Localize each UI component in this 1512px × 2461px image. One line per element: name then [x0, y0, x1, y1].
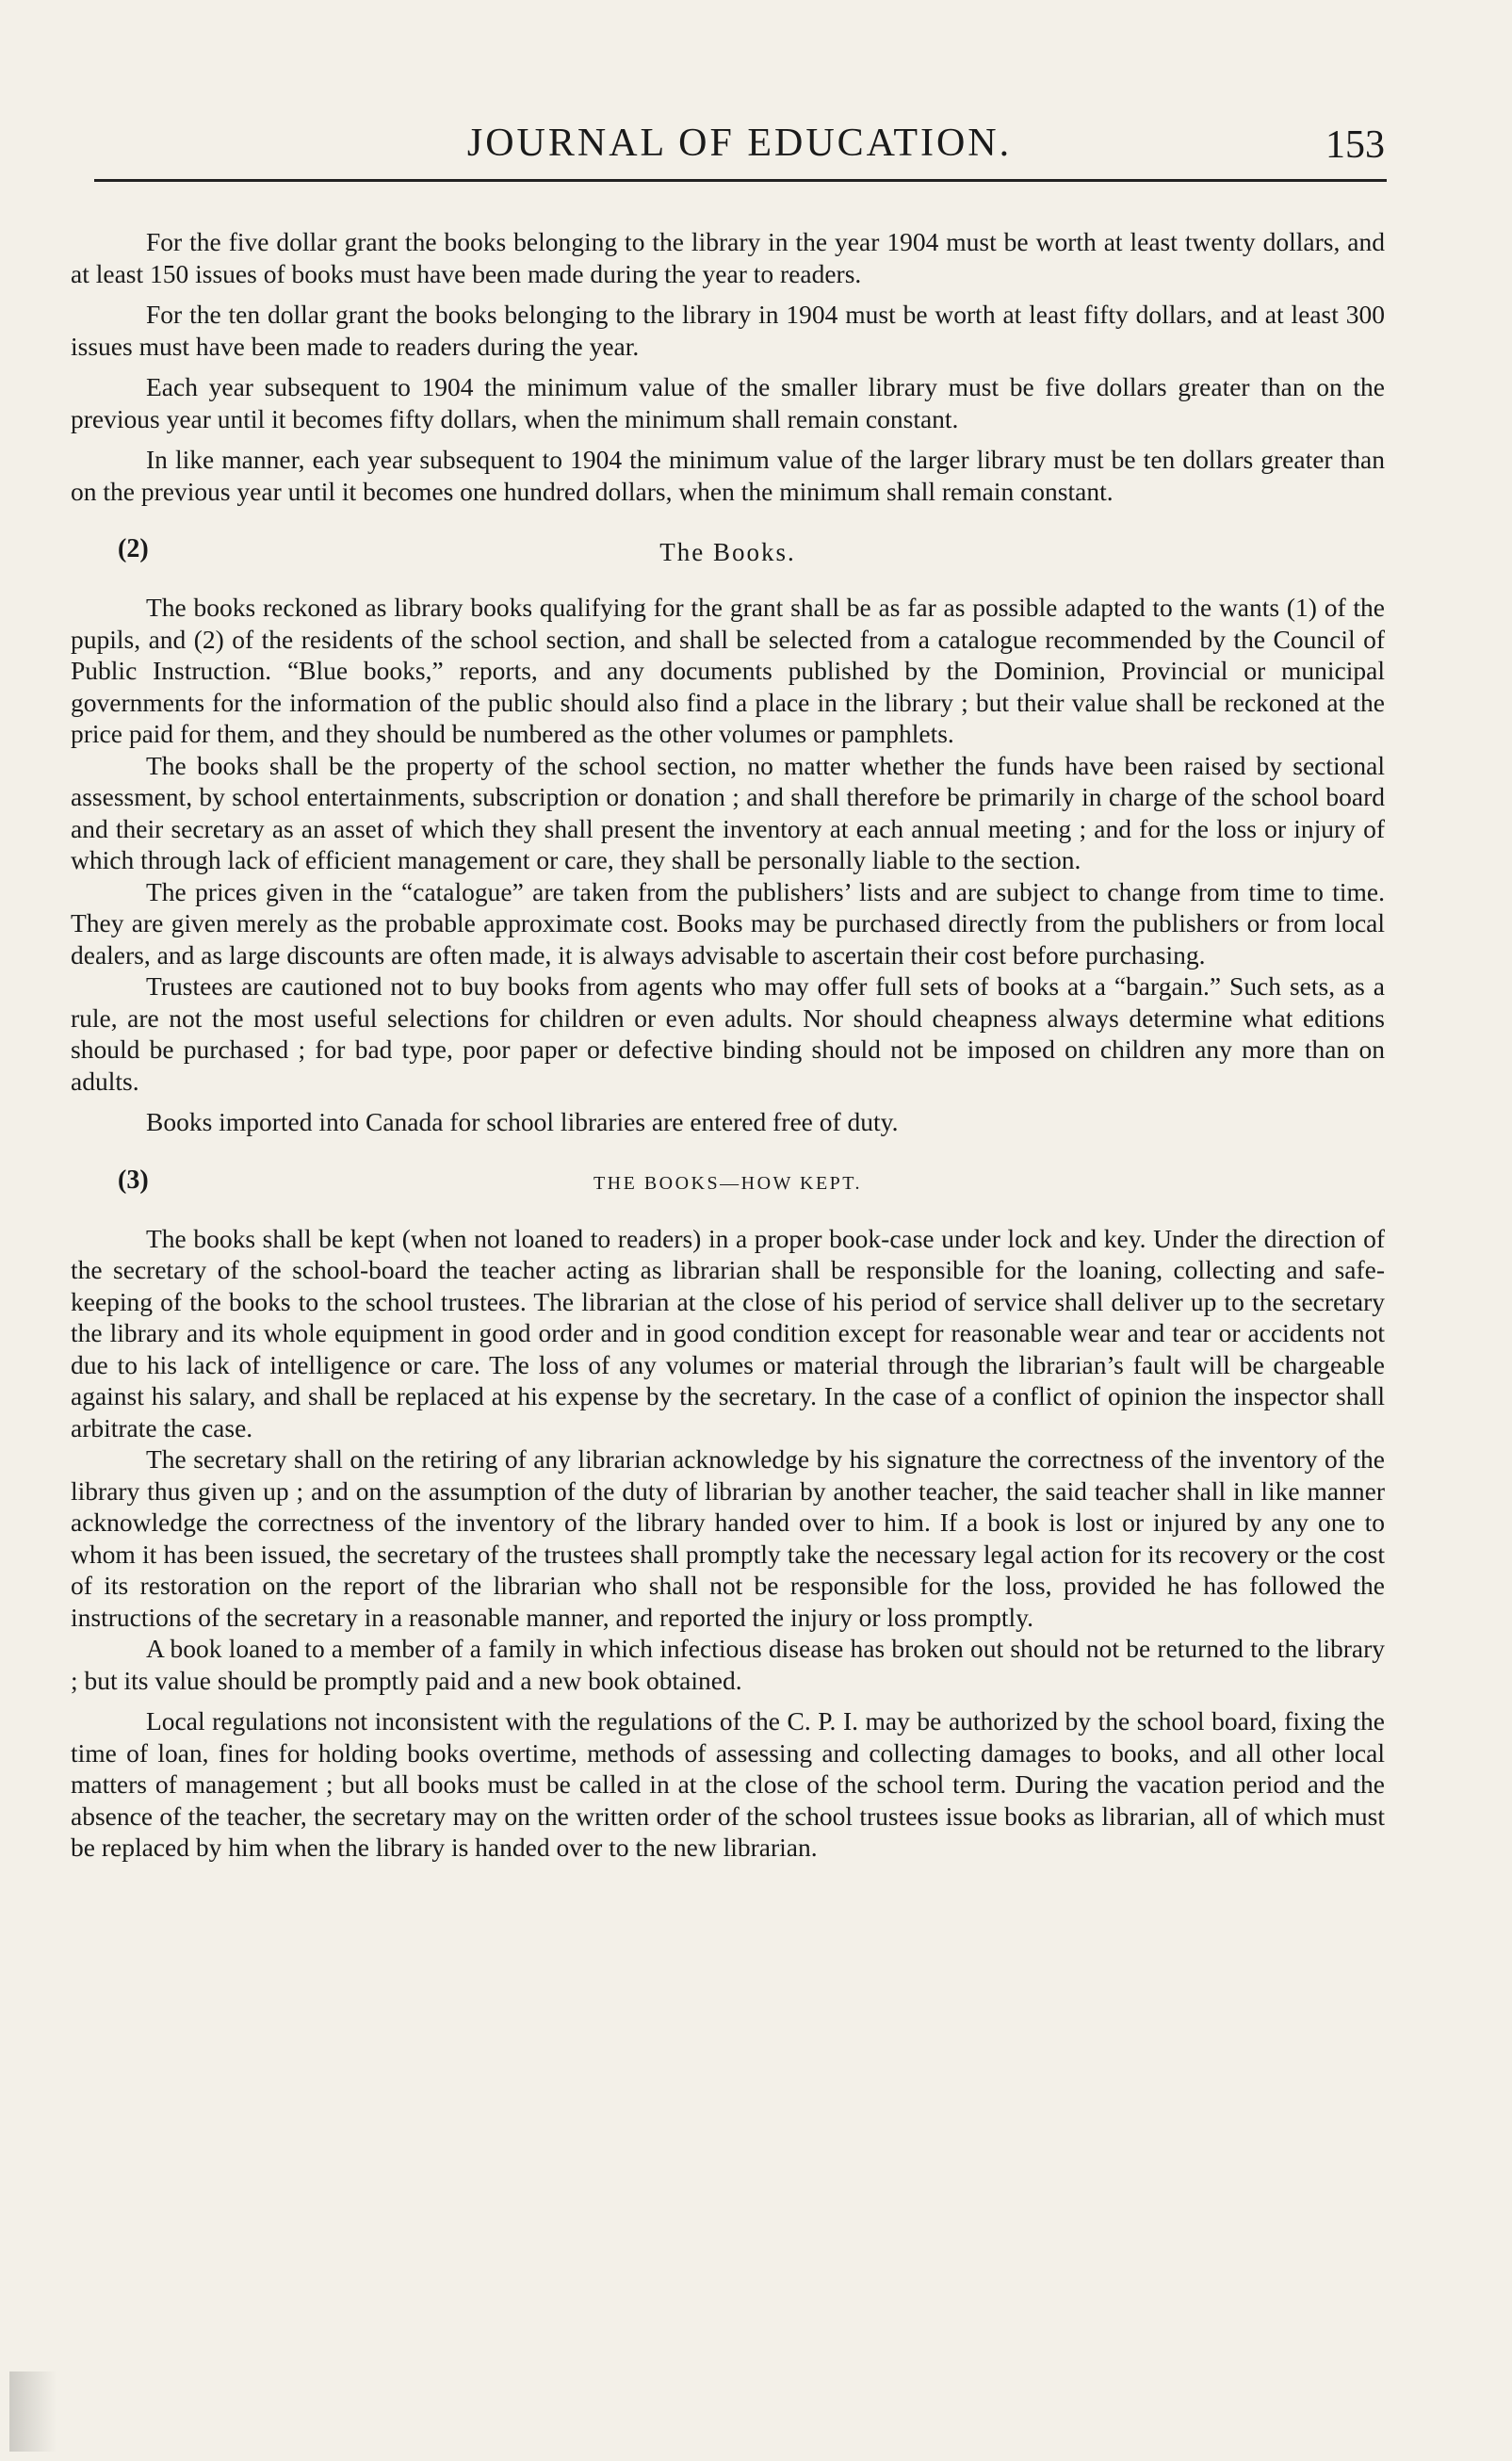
running-head: [94, 121, 1385, 173]
paragraph-free-of-duty: Books imported into Canada for school libraries are entered free of duty.: [146, 1107, 899, 1136]
paragraph-smaller-library: Each year subsequent to 1904 the minimum value of the smaller library must be five dollars greater than on the previous year until it becomes fifty dollars, when the minimum shall remain constant.: [71, 372, 1385, 433]
paragraph-five-dollar-grant: For the five dollar grant the books belonging to the library in the year 1904 must be worth at least twenty dollars, and at least 150 issues of books must have been made during the year to readers.: [71, 227, 1385, 288]
paragraph-local-regulations: Local regulations not inconsistent with the regulations of the C. P. I. may be authorized by the school board, fixing the time of loan, fines for holding books overtime, methods of assessing and collecting damages to books, and all other local matters of management ; but all books must be called in at the close of the school term. During the vacation period and the absence of the teacher, the secretary may on the written order of the school trustees issue books as librarian, all of which must be replaced by him when the library is handed over to the new librarian.: [71, 1706, 1385, 1862]
paragraph-trustees-cautioned: Trustees are cautioned not to buy books from agents who may offer full sets of books at a “bargain.” Such sets, as a rule, are not the most useful selections for children or even adults. Nor should cheapness always determine what editions should be purchased ; for bad type, poor paper or defective binding should not be imposed on children any more than on adults.: [71, 971, 1385, 1096]
page-edge-mark: [9, 2371, 57, 2452]
section-3-heading: [71, 1157, 1385, 1212]
paragraph-secretary-inventory: The secretary shall on the retiring of any librarian acknowledge by his signature the correctness of the inventory of the library thus given up ; and on the assumption of the duty of librarian by another teacher, the said teacher shall in like manner acknowledge the correctness of the inventory of the library handed over to him. If a book is lost or injured by any one to whom it has been issued, the secretary of the trustees shall promptly take the necessary legal action for its recovery or the cost of its restoration on the report of the librarian who shall not be responsible for the loss, provided he has followed the instructions of the secretary in a reasonable manner, and reported the injury or loss promptly.: [71, 1444, 1385, 1632]
journal-title: JOURNAL OF EDUCATION.: [466, 122, 1013, 165]
page-number: 153: [1325, 123, 1385, 167]
paragraph-books-property: The books shall be the property of the school section, no matter whether the funds have been raised by sectional assessment, by school entertainments, subscription or donation ; and shall therefore be primarily in charge of the school board and their secretary as an asset of which they shall present the inventory at each annual meeting ; and for the loss or injury of which through lack of efficient management or care, they shall be personally liable to the section.: [71, 750, 1385, 874]
paragraph-ten-dollar-grant: For the ten dollar grant the books belonging to the library in 1904 must be worth at least fifty dollars, and at least 300 issues must have been made to readers during the year.: [71, 300, 1385, 361]
paragraph-catalogue-prices: The prices given in the “catalogue” are taken from the publishers’ lists and are subject to change from time to time. They are given merely as the probable approximate cost. Books may be purchased directly from the publishers or from local dealers, and as large discounts are often made, it is always advisable to ascertain their cost before purchasing.: [71, 876, 1385, 970]
section-2-title: The Books.: [659, 538, 796, 566]
paragraph-books-reckoned: The books reckoned as library books qualifying for the grant shall be as far as possible adapted to the wants (1) of the pupils, and (2) of the residents of the school section, and shall be selected from a catalogue recommended by the Council of Public Instruction. “Blue books,” reports, and any documents published by the Dominion, Provincial or municipal governments for the information of the public should also find a place in the library ; but their value shall be reckoned at the price paid for them, and they should be numbered as the other volumes or pamphlets.: [71, 593, 1385, 748]
section-2-number: (2): [118, 534, 149, 563]
article-body: [71, 226, 1385, 1864]
header-rule: [94, 179, 1387, 182]
section-3-title: THE BOOKS—HOW KEPT.: [593, 1172, 863, 1194]
section-2-heading: [71, 526, 1385, 580]
paragraph-larger-library: In like manner, each year subsequent to 1904 the minimum value of the larger library must be ten dollars greater than on the previous year until it becomes one hundred dollars, when the minimum shall remain constant.: [71, 445, 1385, 506]
paragraph-infectious-disease: A book loaned to a member of a family in which infectious disease has broken out should not be returned to the library ; but its value should be promptly paid and a new book obtained.: [71, 1634, 1385, 1695]
section-3-number: (3): [118, 1165, 149, 1195]
paragraph-books-kept: The books shall be kept (when not loaned to readers) in a proper book-case under lock and key. Under the direction of the secretary of the school-board the teacher acting as librarian shall be responsible for the loaning, collecting and safe-keeping of the books to the school trustees. The librarian at the close of his period of service shall deliver up to the secretary the library and its whole equipment in good order and in good condition except for reasonable wear and tear or accidents not due to his lack of intelligence or care. The loss of any volumes or material through the librarian’s fault will be chargeable against his salary, and shall be replaced at his expense by the secretary. In the case of a conflict of opinion the inspector shall arbitrate the case.: [71, 1223, 1385, 1442]
